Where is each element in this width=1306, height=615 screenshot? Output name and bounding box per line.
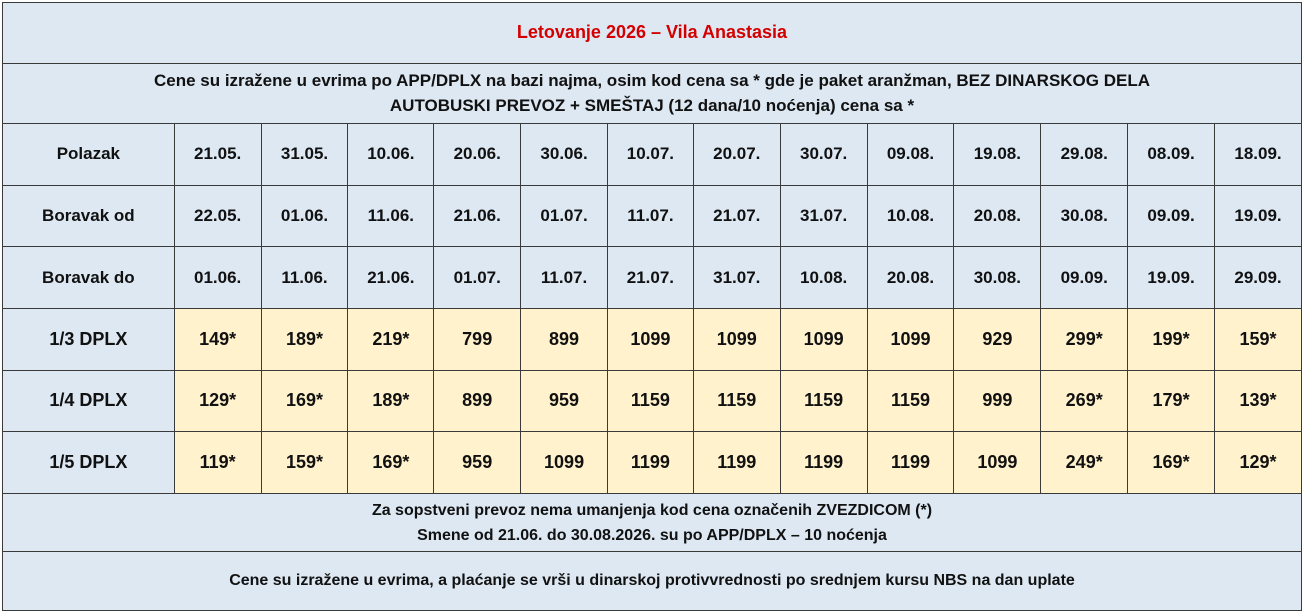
- date-cell: 09.09.: [1041, 247, 1128, 309]
- date-cell: 22.05.: [174, 185, 261, 247]
- date-cell: 10.06.: [348, 124, 434, 186]
- price-cell: 999: [954, 370, 1041, 432]
- transport-note-line-1: Za sopstveni prevoz nema umanjenja kod cena označenih ZVEZDICOM (*): [371, 501, 933, 519]
- price-rows: [3, 309, 1302, 494]
- date-cell: 21.07.: [693, 185, 780, 247]
- price-cell: 1199: [780, 432, 867, 494]
- date-cell: 31.05.: [261, 124, 348, 186]
- price-cell: 1199: [867, 432, 954, 494]
- transport-note-line-2: Smene od 21.06. do 30.08.2026. su po APP/DPLX – 10 noćenja: [417, 526, 887, 544]
- date-cell: 21.06.: [434, 185, 521, 247]
- price-cell: 139*: [1214, 370, 1301, 432]
- pricing-info-line-1: Cene su izražene u evrima po APP/DPLX na bazi najma, osim kod cena sa * gde je paket aranžman, BEZ DINARSKOG DELA: [153, 71, 1151, 91]
- price-cell: 219*: [348, 309, 434, 371]
- payment-footer: Cene su izražene u evrima, a plaćanje se vrši u dinarskoj protivvrednosti po srednjem kursu NBS na dan uplate: [3, 552, 1302, 611]
- date-cell: 20.08.: [867, 247, 954, 309]
- date-cell: 30.08.: [954, 247, 1041, 309]
- date-cell: 20.08.: [954, 185, 1041, 247]
- price-cell: 189*: [348, 370, 434, 432]
- date-cell: 29.08.: [1041, 124, 1128, 186]
- date-cell: 11.06.: [348, 185, 434, 247]
- price-cell: 1099: [693, 309, 780, 371]
- date-cell: 21.06.: [348, 247, 434, 309]
- date-cell: 30.08.: [1041, 185, 1128, 247]
- date-cell: 31.07.: [780, 185, 867, 247]
- price-cell: 899: [521, 309, 608, 371]
- price-table: [2, 2, 1302, 611]
- price-cell: 199*: [1128, 309, 1215, 371]
- date-cell: 10.08.: [780, 247, 867, 309]
- price-cell: 269*: [1041, 370, 1128, 432]
- price-cell: 1099: [954, 432, 1041, 494]
- price-cell: 159*: [1214, 309, 1301, 371]
- price-cell: 119*: [174, 432, 261, 494]
- price-cell: 169*: [261, 370, 348, 432]
- price-cell: 899: [434, 370, 521, 432]
- table-title: Letovanje 2026 – Vila Anastasia: [3, 3, 1302, 64]
- price-cell: 1159: [693, 370, 780, 432]
- price-cell: 179*: [1128, 370, 1215, 432]
- date-cell: 19.09.: [1128, 247, 1215, 309]
- price-cell: 1199: [607, 432, 693, 494]
- price-cell: 1099: [780, 309, 867, 371]
- price-cell: 169*: [1128, 432, 1215, 494]
- date-cell: 29.09.: [1214, 247, 1301, 309]
- price-cell: 1099: [607, 309, 693, 371]
- row-label: 1/4 DPLX: [3, 370, 175, 432]
- date-cell: 20.07.: [693, 124, 780, 186]
- date-cell: 21.05.: [174, 124, 261, 186]
- date-cell: 09.09.: [1128, 185, 1215, 247]
- price-cell: 959: [521, 370, 608, 432]
- date-cell: 20.06.: [434, 124, 521, 186]
- date-cell: 01.06.: [261, 185, 348, 247]
- pricing-info: [3, 63, 1302, 124]
- pricing-info-line-2: AUTOBUSKI PREVOZ + SMEŠTAJ (12 dana/10 noćenja) cena sa *: [389, 96, 915, 116]
- row-label: Polazak: [3, 124, 175, 186]
- price-cell: 929: [954, 309, 1041, 371]
- date-cell: 19.08.: [954, 124, 1041, 186]
- price-cell: 169*: [348, 432, 434, 494]
- date-cell: 10.07.: [607, 124, 693, 186]
- table-row: [3, 370, 1302, 432]
- date-cell: 09.08.: [867, 124, 954, 186]
- price-cell: 1199: [693, 432, 780, 494]
- row-label: 1/3 DPLX: [3, 309, 175, 371]
- price-cell: 1159: [607, 370, 693, 432]
- price-cell: 1099: [521, 432, 608, 494]
- date-cell: 30.07.: [780, 124, 867, 186]
- date-cell: 08.09.: [1128, 124, 1215, 186]
- date-cell: 18.09.: [1214, 124, 1301, 186]
- price-cell: 189*: [261, 309, 348, 371]
- date-cell: 11.06.: [261, 247, 348, 309]
- table-row: [3, 247, 1302, 309]
- transport-note: [3, 493, 1302, 552]
- date-cell: 11.07.: [607, 185, 693, 247]
- date-cell: 30.06.: [521, 124, 608, 186]
- date-cell: 19.09.: [1214, 185, 1301, 247]
- price-cell: 149*: [174, 309, 261, 371]
- price-cell: 1159: [867, 370, 954, 432]
- row-label: Boravak od: [3, 185, 175, 247]
- row-label: 1/5 DPLX: [3, 432, 175, 494]
- price-cell: 129*: [174, 370, 261, 432]
- date-cell: 11.07.: [521, 247, 608, 309]
- row-label: Boravak do: [3, 247, 175, 309]
- date-cell: 01.07.: [434, 247, 521, 309]
- price-cell: 1099: [867, 309, 954, 371]
- price-cell: 129*: [1214, 432, 1301, 494]
- price-cell: 159*: [261, 432, 348, 494]
- price-cell: 799: [434, 309, 521, 371]
- price-cell: 299*: [1041, 309, 1128, 371]
- price-cell: 249*: [1041, 432, 1128, 494]
- date-cell: 01.07.: [521, 185, 608, 247]
- date-rows: [3, 124, 1302, 309]
- date-cell: 01.06.: [174, 247, 261, 309]
- date-cell: 10.08.: [867, 185, 954, 247]
- price-cell: 1159: [780, 370, 867, 432]
- table-row: [3, 185, 1302, 247]
- table-row: [3, 124, 1302, 186]
- date-cell: 31.07.: [693, 247, 780, 309]
- price-cell: 959: [434, 432, 521, 494]
- table-row: [3, 309, 1302, 371]
- table-row: [3, 432, 1302, 494]
- date-cell: 21.07.: [607, 247, 693, 309]
